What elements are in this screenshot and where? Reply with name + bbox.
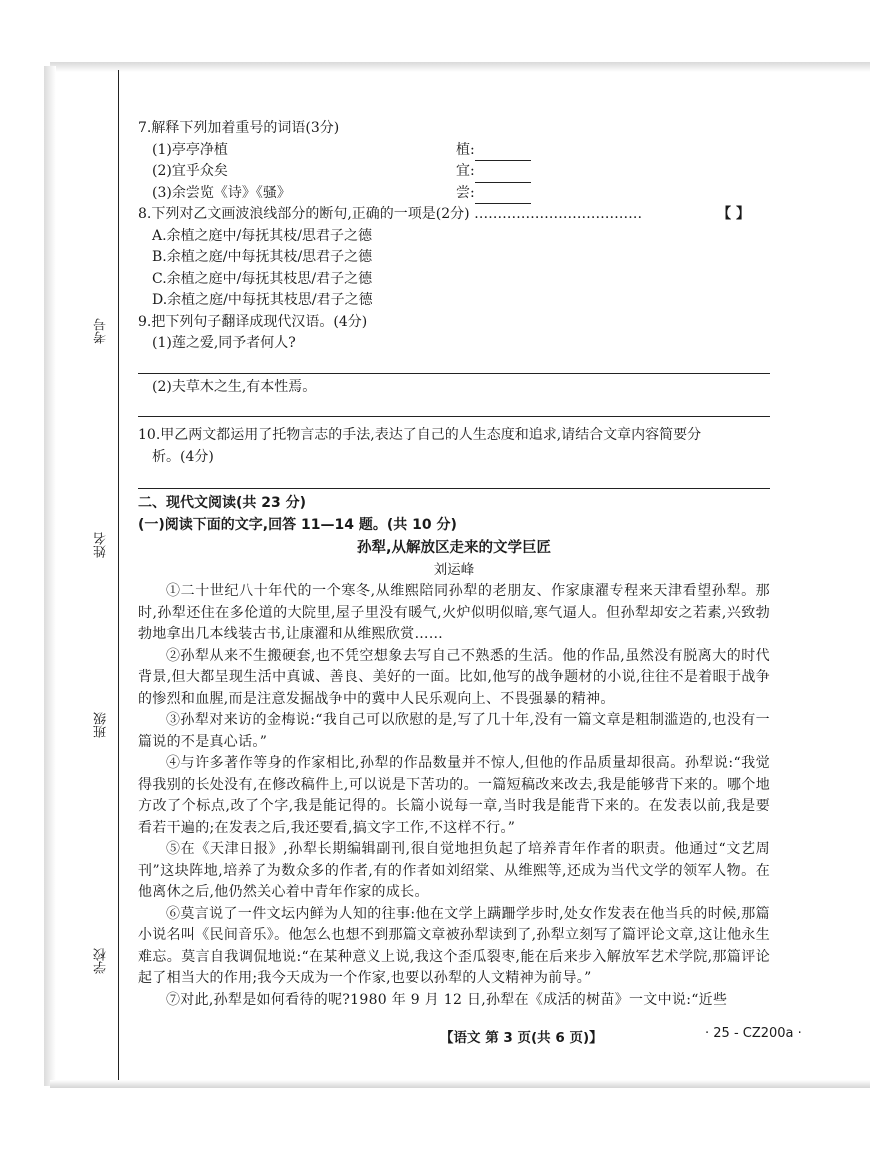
q8-option-b: [138, 247, 770, 269]
article-paragraph: ⑦对此,孙犁是如何看待的呢?1980 年 9 月 12 日,孙犁在《成活的树苗》一文中说:“近些: [166, 991, 728, 1008]
paper-code: · 25 - CZ200a ·: [705, 1026, 802, 1041]
q9-stem-text: 9.把下列句子翻译成现代汉语。(4分): [138, 313, 368, 330]
q9-sentence-text: (2)夫草木之生,有本性焉。: [152, 378, 317, 395]
article-author: 刘运峰: [433, 561, 475, 578]
answer-bracket[interactable]: 【 】: [717, 206, 750, 222]
q7-stem: [138, 118, 770, 140]
article-paragraph: ⑤在《天津日报》,孙犁长期编辑副刊,很自觉地担负起了培养青年作者的职责。他通过“文艺周刊”这块阵地,培养了为数众多的作者,有的作者如刘绍棠、从维熙等,还成为当代文学的领军人物。在他离休之后,他仍然关心着中青年作家的成长。: [138, 841, 770, 900]
article-paragraph: ⑥莫言说了一件文坛内鲜为人知的往事:他在文学上蹒跚学步时,处女作发表在他当兵的时候,那篇小说名叫《民间音乐》。他怎么也想不到那篇文章被孙犁读到了,孙犁立刻写了篇评论文章,这让他永生难忘。莫言自我调侃地说:“在某种意义上说,我这个歪瓜裂枣,能在后来步入解放军艺术学院,那篇评论起了相当大的作用;我今天成为一个作家,也要以孙犁的人文精神为前导。”: [138, 905, 770, 986]
q8-option-d: [138, 290, 770, 312]
article-paragraph: ③孙犁对来访的金梅说:“我自己可以欣慰的是,写了几十年,没有一篇文章是粗制滥造的,也没有一篇说的不是真心话。”: [138, 712, 770, 750]
side-label-xingming: 姓名: [94, 532, 109, 558]
side-label-xuexiao: 学校: [94, 948, 109, 974]
answer-blank[interactable]: [475, 168, 531, 183]
answer-blank[interactable]: [475, 146, 531, 161]
exam-content: [138, 118, 770, 1011]
q7-item-text: (3)余尝览《诗》《骚》: [152, 184, 291, 201]
article-paragraph: ④与许多著作等身的作家相比,孙犁的作品数量并不惊人,但他的作品质量却很高。孙犁说:“我觉得我别的长处没有,在修改稿件上,可以说是下苦功的。一篇短稿改来改去,我是能够背下来的。哪个地方改了个标点,改了个字,我是能记得的。长篇小说每一章,当时我是能背下来的。在发表以前,我是要看若干遍的;在发表之后,我还要看,搞文字工作,不这样不行。”: [138, 755, 770, 836]
answer-line[interactable]: [138, 402, 770, 417]
q9-sentence-1: [138, 333, 770, 355]
option-text: A.余植之庭中/每抚其枝/思君子之德: [152, 227, 372, 244]
q7-item-text: (1)亭亭净植: [152, 141, 228, 158]
answer-line[interactable]: [138, 474, 770, 489]
q9-stem: [138, 312, 770, 334]
side-label-kaohao: 考号: [94, 318, 109, 344]
q10-text: 10.甲乙两文都运用了托物言志的手法,表达了自己的人生态度和追求,请结合文章内容简要分: [138, 427, 702, 443]
subsection-title: [138, 515, 770, 537]
q8-option-a: [138, 226, 770, 248]
q8-stem: [138, 204, 770, 226]
article-paragraph: ②孙犁从来不生搬硬套,也不凭空想象去写自己不熟悉的生活。他的作品,虽然没有脱离大的时代背景,但大都呈现生活中真诚、善良、美好的一面。比如,他写的战争题材的小说,往往不是着眼于战争的惨烈和血腥,而是注意发掘战争中的冀中人民乐观向上、不畏强暴的精神。: [138, 647, 770, 707]
answer-blank[interactable]: [475, 189, 531, 204]
q8-option-c: [138, 269, 770, 291]
scan-edge-top: [50, 62, 870, 72]
option-text: C.余植之庭中/每抚其枝思/君子之德: [152, 270, 373, 287]
q7-item-label: 宜:: [456, 163, 475, 179]
q10-line-2: [138, 447, 770, 469]
section-title-text: 二、现代文阅读(共 23 分): [138, 495, 307, 511]
q7-item-text: (2)宜乎众矣: [152, 163, 228, 179]
q8-stem-text: 8.下列对乙文画波浪线部分的断句,正确的一项是(2分) ………………………………: [138, 206, 643, 222]
article-paragraph: ①二十世纪八十年代的一个寒冬,从维熙陪同孙犁的老朋友、作家康濯专程来天津看望孙犁。那时,孙犁还住在多伦道的大院里,屋子里没有暖气,火炉似明似暗,寒气逼人。但孙犁却安之若素,兴致勃勃地拿出几本线装古书,让康濯和从维熙欣赏……: [138, 583, 770, 642]
scan-edge-bottom: [50, 1080, 870, 1088]
side-label-banji: 班级: [94, 712, 109, 738]
page-footer: 【语文 第 3 页(共 6 页)】: [440, 1030, 603, 1046]
q7-item-label: 植:: [456, 141, 475, 158]
q7-answer-slot: [456, 183, 531, 205]
q10-text: 析。(4分): [152, 448, 214, 465]
q9-sentence-2: [138, 377, 770, 399]
option-text: B.余植之庭/中每抚其枝/思君子之德: [152, 249, 373, 265]
q7-answer-slot: [456, 140, 531, 162]
q7-item-3: [138, 183, 770, 205]
scan-edge-left: [44, 66, 56, 1086]
subsection-title-text: (一)阅读下面的文字,回答 11—14 题。(共 10 分): [138, 516, 457, 533]
q7-item-label: 尝:: [456, 184, 475, 201]
section-title: [138, 493, 770, 515]
q7-answer-slot: [456, 161, 531, 183]
q10-line-1: [138, 425, 770, 447]
q7-stem-text: 7.解释下列加着重号的词语(3分): [138, 120, 340, 136]
option-text: D.余植之庭/中每抚其枝思/君子之德: [152, 292, 373, 308]
q9-sentence-text: (1)莲之爱,同予者何人?: [152, 335, 296, 351]
answer-line[interactable]: [138, 359, 770, 374]
q7-item-1: [138, 140, 770, 162]
binding-line: [118, 70, 119, 1080]
article-title: 孙犁,从解放区走来的文学巨匠: [356, 540, 551, 556]
q7-item-2: [138, 161, 770, 183]
